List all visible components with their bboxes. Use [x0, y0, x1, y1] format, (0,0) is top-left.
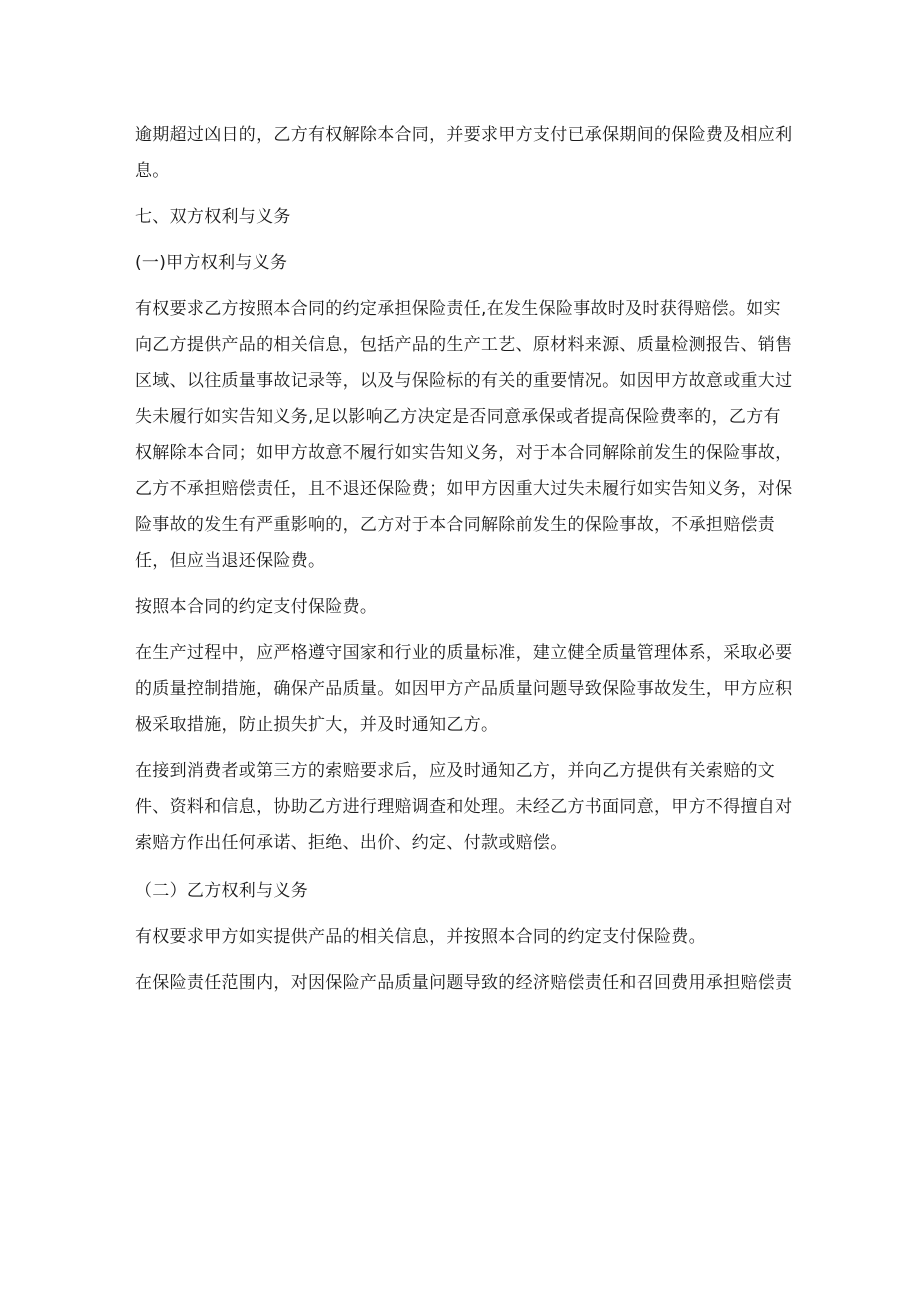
subsection-heading-party-b: （二）乙方权利与义务 [135, 881, 308, 901]
paragraph-party-a-premium: 按照本合同的约定支付保险费。 [135, 597, 378, 617]
paragraph-party-a-disclosure: 有权要求乙方按照本合同的约定承担保险责任,在发生保险事故时及时获得赔偿。如实向乙方提供产品的相关信息，包括产品的生产工艺、原材料来源、质量检测报告、销售区域、以往质量事故记录等，以及与保险标的有关的重要情况。如因甲方故意或重大过失未履行如实告知义务,足以影响乙方决定是否同意承保或者提高保险费率的，乙方有权解除本合同；如甲方故意不履行如实告知义务，对于本合同解除前发生的保险事故，乙方不承担赔偿责任，且不退还保险费；如甲方因重大过失未履行如实告知义务，对保险事故的发生有严重影响的，乙方对于本合同解除前发生的保险事故，不承担赔偿责任，但应当退还保险费。 [135, 299, 793, 571]
paragraph-party-b-rights: 有权要求甲方如实提供产品的相关信息，并按照本合同的约定支付保险费。 [135, 927, 706, 947]
subsection-heading-party-a: (一)甲方权利与义务 [135, 253, 288, 273]
paragraph-overdue-termination: 逾期超过凶日的，乙方有权解除本合同，并要求甲方支付已承保期间的保险费及相应利息。 [135, 125, 793, 181]
section-heading-rights-obligations: 七、双方权利与义务 [135, 207, 291, 227]
document-body [135, 117, 795, 1001]
paragraph-party-b-liability: 在保险责任范围内，对因保险产品质量问题导致的经济赔偿责任和召回费用承担赔偿责 [135, 973, 793, 993]
paragraph-party-a-claims: 在接到消费者或第三方的索赔要求后，应及时通知乙方，并向乙方提供有关索赔的文件、资料和信息，协助乙方进行理赔调查和处理。未经乙方书面同意，甲方不得擅自对索赔方作出任何承诺、拒绝、出价、约定、付款或赔偿。 [135, 761, 793, 853]
paragraph-party-a-quality: 在生产过程中，应严格遵守国家和行业的质量标准，建立健全质量管理体系，采取必要的质量控制措施，确保产品质量。如因甲方产品质量问题导致保险事故发生，甲方应积极采取措施，防止损失扩大，并及时通知乙方。 [135, 643, 793, 735]
